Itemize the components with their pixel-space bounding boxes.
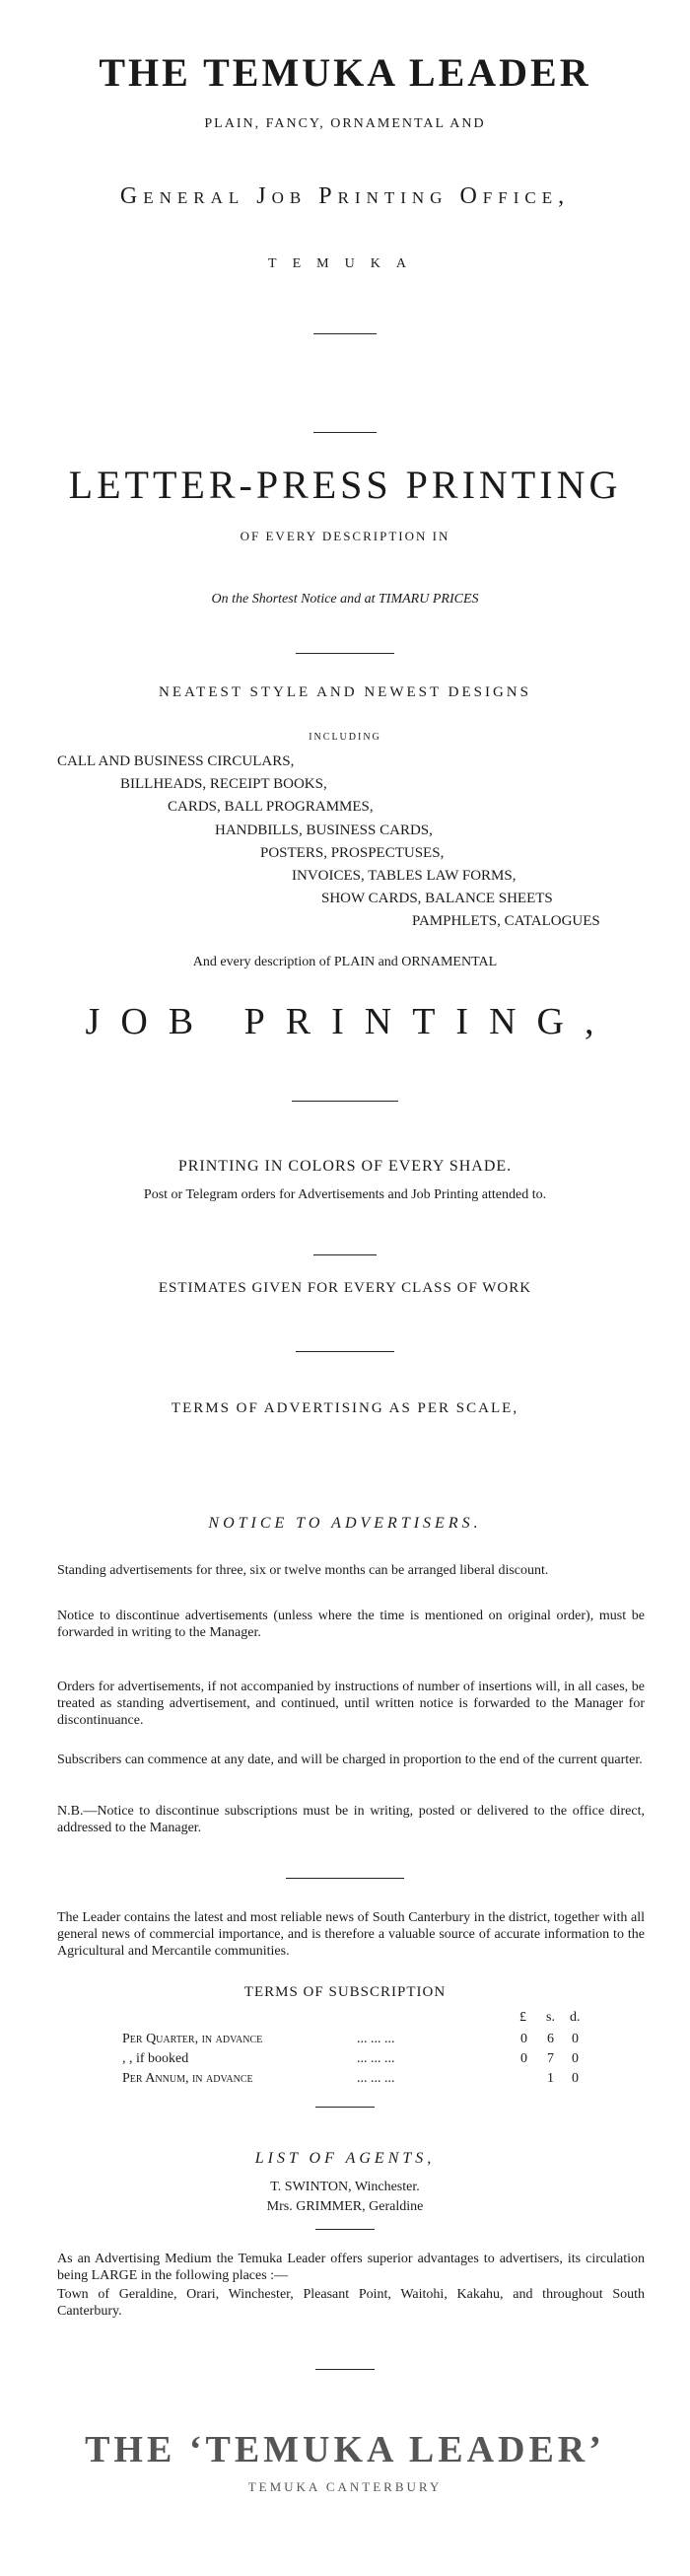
- job-printing-heading: JOB PRINTING,: [85, 1001, 615, 1042]
- subscription-heading: TERMS OF SUBSCRIPTION: [243, 1984, 447, 2000]
- design-item: INVOICES, TABLES LAW FORMS,: [292, 868, 517, 884]
- design-item: SHOW CARDS, BALANCE SHEETS: [321, 891, 553, 906]
- subscription-pounds: 0: [520, 2051, 527, 2066]
- subscription-row-dots: ... ... ...: [357, 2051, 395, 2066]
- leader-paragraph: The Leader contains the latest and most reliable news of South Canterbury in the district, together with all general news of commercial importance, and is therefore a valuable source of accurate information to the Agricultural and Mercantile communities.: [57, 1910, 645, 1959]
- page-title: THE TEMUKA LEADER: [99, 50, 591, 95]
- notice-paragraph: Orders for advertisements, if not accompanied by instructions of number of insertions will, in all cases, be treated as standing advertisement, and continued, until written notice is forwarded to the Manager for discontinuance.: [57, 1680, 645, 1728]
- estimates-line: ESTIMATES GIVEN FOR EVERY CLASS OF WORK: [158, 1280, 532, 1296]
- subscription-shillings: 6: [547, 2032, 554, 2046]
- orders-line: Post or Telegram orders for Advertisements and Job Printing attended to.: [143, 1187, 547, 1202]
- designs-heading: NEATEST STYLE AND NEWEST DESIGNS: [159, 684, 531, 700]
- office-line: General Job Printing Office,: [119, 183, 571, 209]
- subscription-row-label: Per Annum, in advance: [122, 2071, 253, 2086]
- shillings-column-header: s.: [546, 2010, 555, 2025]
- divider: [315, 2107, 375, 2108]
- including-label: INCLUDING: [309, 732, 381, 743]
- design-item: CALL AND BUSINESS CIRCULARS,: [57, 753, 295, 769]
- places-paragraph: Town of Geraldine, Orari, Winchester, Pleasant Point, Waitohi, Kakahu, and throughout South Canterbury.: [57, 2287, 645, 2319]
- divider: [292, 1101, 398, 1102]
- subscription-row-dots: ... ... ...: [357, 2032, 395, 2046]
- subscription-row-label: Per Quarter, in advance: [122, 2032, 263, 2046]
- subscription-shillings: 7: [547, 2051, 554, 2066]
- subscription-pence: 0: [572, 2032, 579, 2046]
- design-item: HANDBILLS, BUSINESS CARDS,: [215, 823, 433, 838]
- subscription-row-label: , , if booked: [122, 2051, 189, 2066]
- pounds-column-header: £: [519, 2010, 526, 2025]
- divider: [296, 1351, 394, 1352]
- letterpress-line: OF EVERY DESCRIPTION IN: [240, 529, 450, 543]
- medium-paragraph: As an Advertising Medium the Temuka Leader offers superior advantages to advertisers, its circulation being LARGE in the following places :—: [57, 2252, 645, 2283]
- letterpress-prices: On the Shortest Notice and at TIMARU PRICES: [211, 592, 479, 607]
- subscription-row-dots: ... ... ...: [357, 2071, 395, 2086]
- divider: [296, 653, 394, 654]
- design-item: BILLHEADS, RECEIPT BOOKS,: [120, 776, 327, 792]
- notice-paragraph: N.B.—Notice to discontinue subscriptions must be in writing, posted or delivered to the office direct, addressed to the Manager.: [57, 1804, 645, 1835]
- divider: [313, 1254, 377, 1255]
- header-subtitle: PLAIN, FANCY, ORNAMENTAL AND: [204, 116, 486, 131]
- divider: [313, 333, 377, 334]
- every-description-line: And every description of PLAIN and ORNAMENTAL: [192, 955, 498, 969]
- divider: [315, 2229, 375, 2230]
- footer-title: THE ‘TEMUKA LEADER’: [85, 2429, 605, 2470]
- footer-subtitle: TEMUKA CANTERBURY: [247, 2479, 443, 2494]
- notice-paragraph: Notice to discontinue advertisements (unless where the time is mentioned on original order), must be forwarded in writing to the Manager.: [57, 1609, 645, 1640]
- design-item: PAMPHLETS, CATALOGUES: [412, 913, 600, 929]
- divider: [286, 1878, 404, 1879]
- agent-item: T. SWINTON, Winchester.: [270, 2180, 420, 2194]
- notice-paragraph: Standing advertisements for three, six or twelve months can be arranged liberal discount.: [57, 1563, 549, 1578]
- town-line: TEMUKA: [268, 256, 422, 271]
- subscription-pounds: 0: [520, 2032, 527, 2046]
- colors-heading: PRINTING IN COLORS OF EVERY SHADE.: [177, 1158, 513, 1175]
- letterpress-heading: LETTER-PRESS PRINTING: [68, 463, 622, 507]
- agent-item: Mrs. GRIMMER, Geraldine: [266, 2199, 424, 2214]
- subscription-shillings: 1: [547, 2071, 554, 2086]
- terms-advertising-line: TERMS OF ADVERTISING AS PER SCALE,: [171, 1400, 519, 1416]
- pence-column-header: d.: [570, 2010, 581, 2025]
- design-item: POSTERS, PROSPECTUSES,: [260, 845, 445, 861]
- subscription-pence: 0: [572, 2051, 579, 2066]
- agents-heading: LIST OF AGENTS,: [254, 2150, 436, 2167]
- notice-paragraph: Subscribers can commence at any date, and will be charged in proportion to the end of the current quarter.: [57, 1753, 643, 1767]
- notice-heading: NOTICE TO ADVERTISERS.: [208, 1515, 482, 1532]
- subscription-pence: 0: [572, 2071, 579, 2086]
- divider: [315, 2369, 375, 2370]
- divider: [313, 432, 377, 433]
- design-item: CARDS, BALL PROGRAMMES,: [168, 799, 374, 815]
